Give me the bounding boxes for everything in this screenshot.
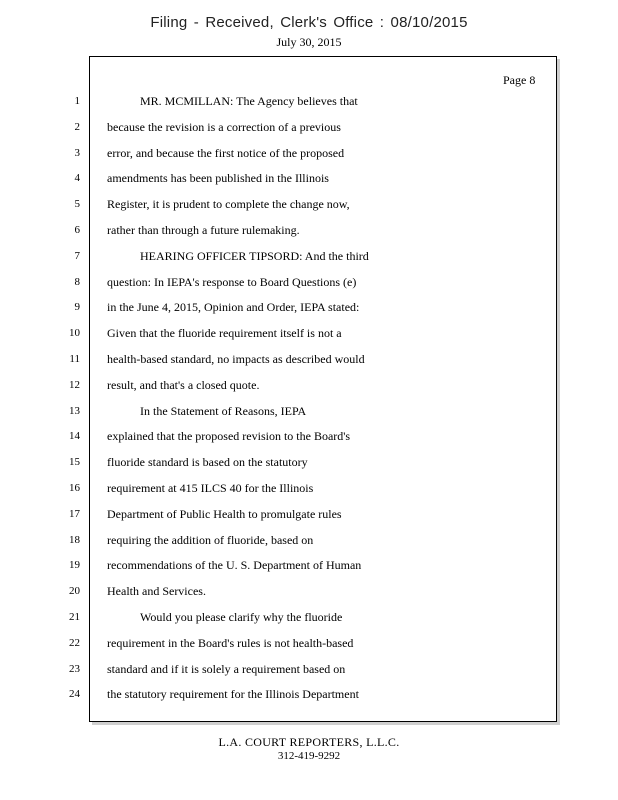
transcript-line: in the June 4, 2015, Opinion and Order, IEPA stated:	[107, 300, 360, 314]
line-number: 18	[69, 534, 80, 546]
transcript-line: HEARING OFFICER TIPSORD: And the third	[140, 249, 369, 263]
line-number: 13	[69, 405, 80, 417]
line-number: 23	[69, 663, 80, 675]
transcript-line: because the revision is a correction of a previous	[107, 120, 341, 134]
line-number: 19	[69, 559, 80, 571]
line-number: 6	[74, 224, 80, 236]
filing-stamp: Filing - Received, Clerk's Office : 08/10/2015	[150, 14, 468, 31]
transcript-line: requiring the addition of fluoride, based on	[107, 533, 314, 547]
transcript-line: recommendations of the U. S. Department of Human	[107, 558, 362, 572]
line-number: 11	[69, 353, 80, 365]
transcript-date: July 30, 2015	[276, 35, 342, 49]
line-number: 10	[69, 327, 80, 339]
transcript-line: Health and Services.	[107, 584, 206, 598]
line-number: 9	[74, 301, 80, 313]
transcript-line: Would you please clarify why the fluoride	[140, 610, 343, 624]
page-number: Page 8	[503, 73, 536, 87]
transcript-line: standard and if it is solely a requirement based on	[107, 662, 346, 676]
transcript-line: MR. MCMILLAN: The Agency believes that	[140, 94, 358, 108]
line-number: 20	[69, 585, 80, 597]
line-number: 3	[74, 147, 80, 159]
line-number: 14	[69, 430, 80, 442]
line-number: 17	[69, 508, 80, 520]
transcript-line: requirement at 415 ILCS 40 for the Illinois	[107, 481, 314, 495]
line-number: 16	[69, 482, 80, 494]
transcript-line: fluoride standard is based on the statutory	[107, 455, 308, 469]
line-number: 12	[69, 379, 80, 391]
transcript-line: requirement in the Board's rules is not health-based	[107, 636, 354, 650]
line-number: 21	[69, 611, 80, 623]
transcript-line: health-based standard, no impacts as described would	[107, 352, 365, 366]
line-number: 4	[74, 172, 80, 184]
transcript-line: the statutory requirement for the Illinois Department	[107, 687, 359, 701]
transcript-line: Register, it is prudent to complete the change now,	[107, 197, 350, 211]
court-reporter-name: L.A. COURT REPORTERS, L.L.C.	[218, 735, 400, 749]
transcript-line: error, and because the first notice of the proposed	[107, 146, 345, 160]
transcript-line: rather than through a future rulemaking.	[107, 223, 300, 237]
court-reporter-phone: 312-419-9292	[277, 750, 341, 762]
transcript-line: Given that the fluoride requirement itself is not a	[107, 326, 342, 340]
transcript-line: amendments has been published in the Illinois	[107, 171, 329, 185]
line-number: 7	[74, 250, 80, 262]
transcript-line: explained that the proposed revision to the Board's	[107, 429, 351, 443]
line-number: 8	[74, 276, 80, 288]
line-number: 5	[74, 198, 80, 210]
transcript-line: question: In IEPA's response to Board Questions (e)	[107, 275, 357, 289]
transcript-line: result, and that's a closed quote.	[107, 378, 260, 392]
line-number: 1	[74, 95, 80, 107]
line-number: 24	[69, 688, 80, 700]
line-number: 2	[74, 121, 80, 133]
transcript-line: In the Statement of Reasons, IEPA	[140, 404, 307, 418]
transcript-line: Department of Public Health to promulgate rules	[107, 507, 342, 521]
line-number: 22	[69, 637, 80, 649]
line-number: 15	[69, 456, 80, 468]
